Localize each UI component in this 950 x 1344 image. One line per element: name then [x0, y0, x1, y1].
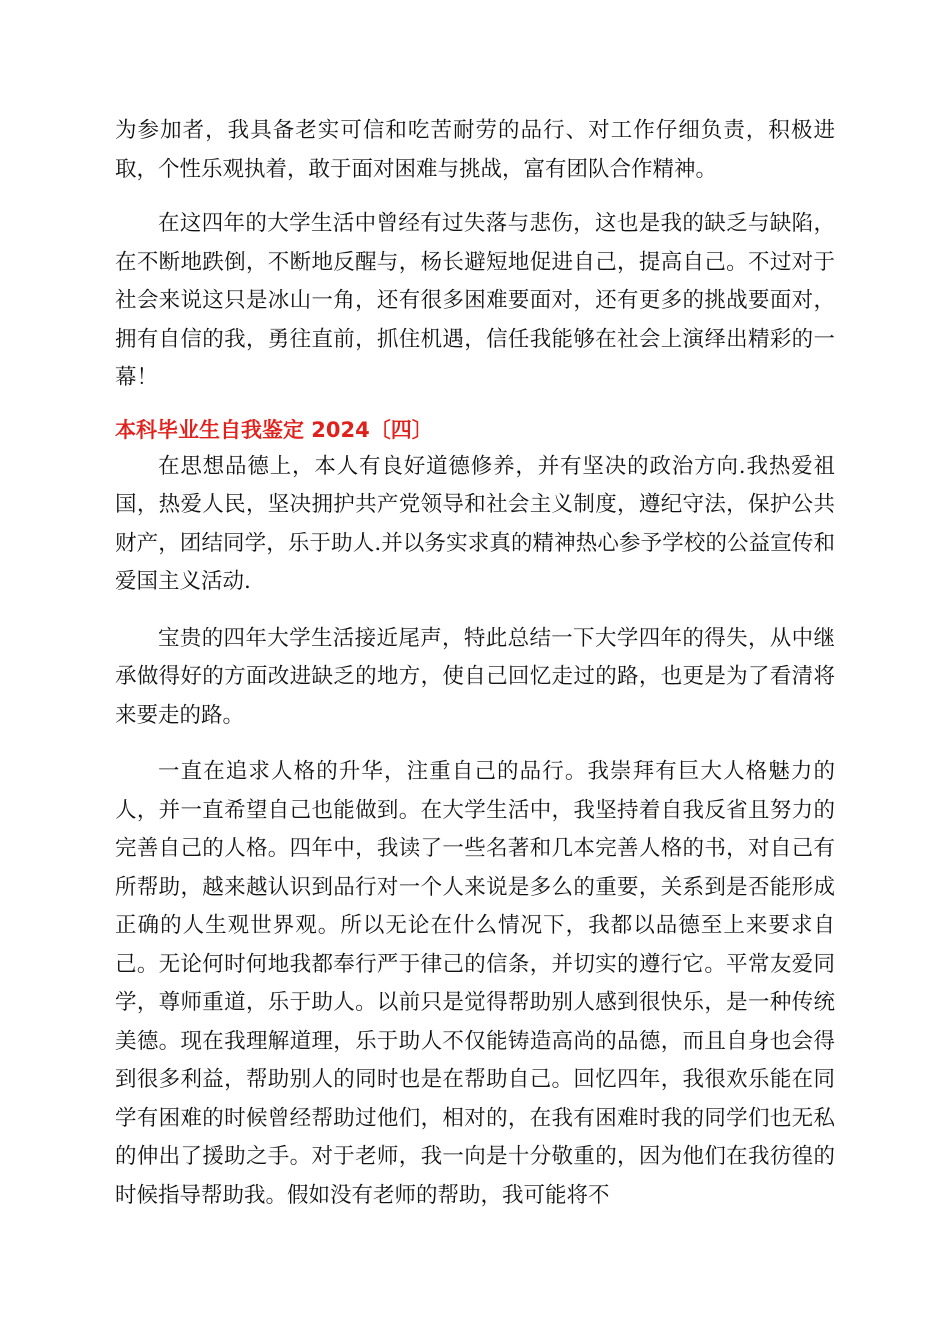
paragraph-personality: 一直在追求人格的升华，注重自己的品行。我崇拜有巨大人格魅力的人，并一直希望自己也能做到。在大学生活中，我坚持着自我反省且努力的完善自己的人格。四年中，我读了一些名著和几本完善人格的书，对自己有所帮助，越来越认识到品行对一个人来说是多么的重要，关系到是否能形成正确的人生观世界观。所以无论在什么情况下，我都以品德至上来要求自己。无论何时何地我都奉行严于律己的信条，并切实的遵行它。平常友爱同学，尊师重道，乐于助人。以前只是觉得帮助别人感到很快乐，是一种传统美德。现在我理解道理，乐于助人不仅能铸造高尚的品德，而且自身也会得到很多利益，帮助别人的同时也是在帮助自己。回忆四年，我很欢乐能在同学有困难的时候曾经帮助过他们，相对的，在我有困难时我的同学们也无私的伸出了援助之手。对于老师，我一向是十分敬重的，因为他们在我彷徨的时候指导帮助我。假如没有老师的帮助，我可能将不: [115, 759, 835, 1208]
document-page: [115, 112, 835, 1215]
paragraph-summary: 宝贵的四年大学生活接近尾声，特此总结一下大学四年的得失，从中继承做得好的方面改进缺乏的地方，使自己回忆走过的路，也更是为了看清将来要走的路。: [115, 625, 835, 728]
paragraph-reflection: 在这四年的大学生活中曾经有过失落与悲伤，这也是我的缺乏与缺陷，在不断地跌倒，不断地反醒与，杨长避短地促进自己，提高自己。不过对于社会来说这只是冰山一角，还有很多困难要面对，还有更多的挑战要面对，拥有自信的我，勇往直前，抓住机遇，信任我能够在社会上演绎出精彩的一幕！: [115, 211, 835, 390]
paragraph-continued: 为参加者，我具备老实可信和吃苦耐劳的品行、对工作仔细负责，积极进取，个性乐观执着，敢于面对困难与挑战，富有团队合作精神。: [115, 118, 835, 182]
section-heading: 本科毕业生自我鉴定 2024〔四〕: [115, 417, 433, 442]
paragraph-moral-character: 在思想品德上，本人有良好道德修养，并有坚决的政治方向.我热爱祖国，热爱人民，坚决拥护共产党领导和社会主义制度，遵纪守法，保护公共财产，团结同学，乐于助人.并以务实求真的精神热心参予学校的公益宣传和爱国主义活动.: [115, 453, 835, 594]
